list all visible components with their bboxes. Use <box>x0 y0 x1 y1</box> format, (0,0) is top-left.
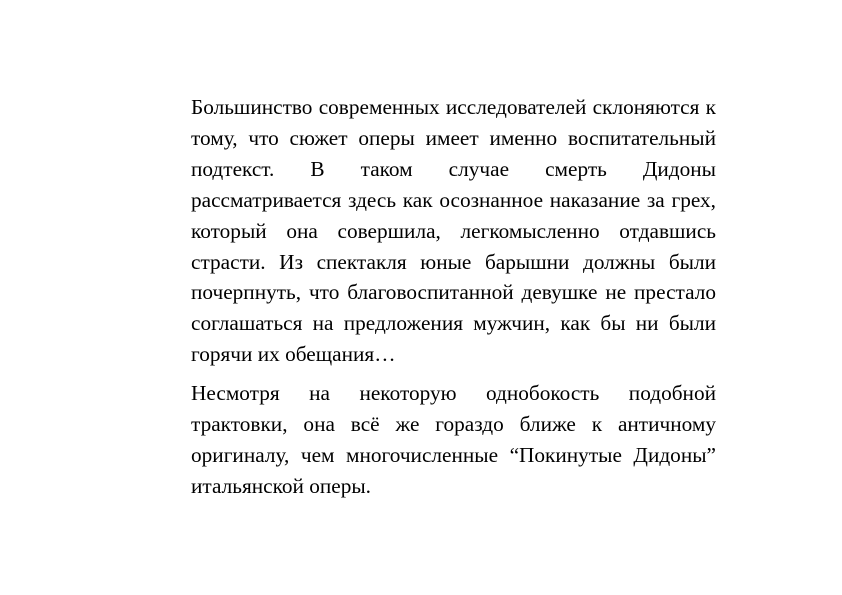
body-text <box>191 92 716 502</box>
paragraph-2: Несмотря на некоторую однобокость подобной трактовки, она всё же гораздо ближе к античному оригиналу, чем многочисленные “Покинутые Дидоны” итальянской оперы. <box>191 381 716 498</box>
paragraph-1: Большинство современных исследователей склоняются к тому, что сюжет оперы имеет именно воспитательный подтекст. В таком случае смерть Дидоны рассматривается здесь как осознанное наказание за грех, который она совершила, легкомысленно отдавшись страсти. Из спектакля юные барышни должны были почерпнуть, что благовоспитанной девушке не престало соглашаться на предложения мужчин, как бы ни были горячи их обещания… <box>191 95 716 367</box>
